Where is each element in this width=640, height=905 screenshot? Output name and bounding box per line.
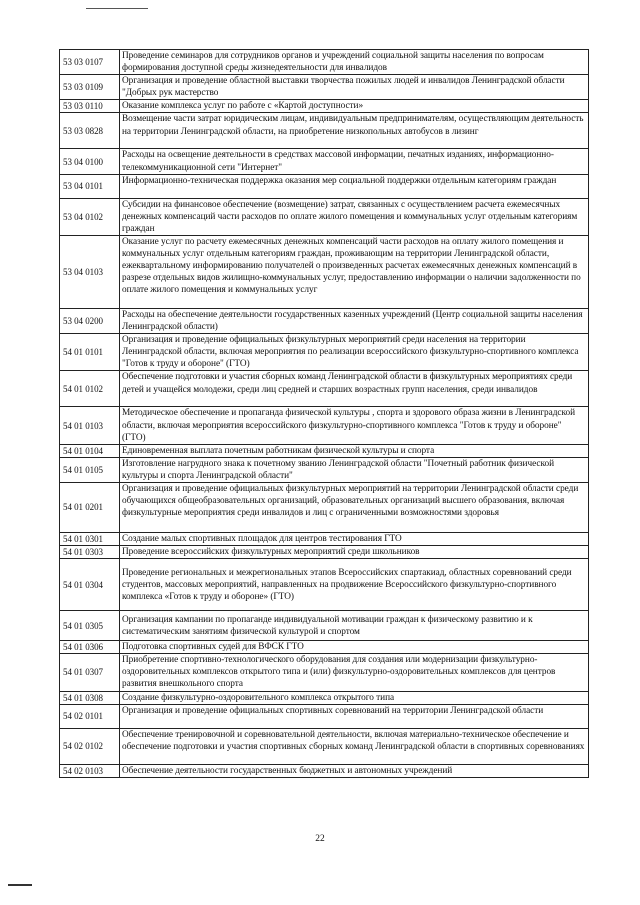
row-description: Организация и проведение официальных спортивных соревнований на территории Ленинградской области (120, 704, 589, 728)
row-code: 54 01 0102 (60, 371, 120, 407)
row-description: Обеспечение тренировочной и соревновательной деятельности, включая материально-техническое обеспечение и обеспечение подготовки и участия спортивных сборных команд Ленинградской области в спортивных соревнованиях (120, 728, 589, 764)
row-description: Расходы на освещение деятельности в средствах массовой информации, печатных изданиях, информационно-телекоммуникационной сети "Интернет" (120, 149, 589, 174)
table-row (60, 308, 589, 333)
row-description: Изготовление нагрудного знака к почетному званию Ленинградской области "Почетный работник физической культуры и спорта Ленинградской области" (120, 457, 589, 482)
row-code: 54 02 0101 (60, 704, 120, 728)
row-code: 54 01 0303 (60, 546, 120, 559)
table-row (60, 235, 589, 308)
table-row (60, 691, 589, 704)
table-row (60, 100, 589, 113)
row-code: 53 04 0103 (60, 235, 120, 308)
table-row (60, 728, 589, 764)
table-row (60, 444, 589, 457)
table-row (60, 50, 589, 75)
row-code: 54 01 0305 (60, 611, 120, 641)
row-description: Проведение всероссийских физкультурных мероприятий среди школьников (120, 546, 589, 559)
table-row (60, 371, 589, 407)
table-row (60, 482, 589, 532)
row-description: Организация и проведение официальных физкультурных мероприятий на территории Ленинградской области среди обучающихся общеобразовательных организаций, образовательных организаций высшего образования, включая физкультурные мероприятия среди инвалидов и лиц с ограниченными возможностями здоровья (120, 482, 589, 532)
page-number: 22 (315, 834, 325, 844)
row-description: Обеспечение подготовки и участия сборных команд Ленинградской области в физкультурных мероприятиях среди детей и учащейся молодежи, среди лиц средней и старших возрастных групп населения, среди инвалидов (120, 371, 589, 407)
row-description: Организация и проведение областной выставки творчества пожилых людей и инвалидов Ленинградской области "Добрых рук мастерство (120, 75, 589, 100)
row-code: 54 01 0308 (60, 691, 120, 704)
row-description: Подготовка спортивных судей для ВФСК ГТО (120, 641, 589, 654)
row-description: Информационно-техническая поддержка оказания мер социальной поддержки отдельным категориям граждан (120, 174, 589, 198)
row-code: 54 01 0104 (60, 444, 120, 457)
row-description: Создание физкультурно-оздоровительного комплекса открытого типа (120, 691, 589, 704)
row-code: 53 04 0101 (60, 174, 120, 198)
table-row (60, 334, 589, 371)
table-row (60, 559, 589, 611)
table-row (60, 704, 589, 728)
row-code: 53 03 0107 (60, 50, 120, 75)
row-code: 54 01 0103 (60, 407, 120, 444)
table-row (60, 174, 589, 198)
table-row (60, 75, 589, 100)
row-code: 54 02 0103 (60, 764, 120, 777)
row-description: Единовременная выплата почетным работникам физической культуры и спорта (120, 444, 589, 457)
row-code: 54 01 0307 (60, 654, 120, 691)
row-description: Оказание услуг по расчету ежемесячных денежных компенсаций части расходов на оплату жилого помещения и коммунальных услуг отдельным категориям граждан, проживающим на территории Ленинградской области, ежеквартальному информированию получателей о произведенных расчетах ежемесячных денежных компенсаций в разрезе отдельных видов жилищно-коммунальных услуг, предоставлению информации о наличии задолженности по оплате жилого помещения и коммунальных услуг (120, 235, 589, 308)
row-description: Возмещение части затрат юридическим лицам, индивидуальным предпринимателям, осуществляющим деятельность на территории Ленинградской области, на приобретение низкопольных автобусов в лизинг (120, 113, 589, 149)
row-description: Проведение региональных и межрегиональных этапов Всероссийских спартакиад, областных соревнований среди студентов, массовых мероприятий, направленных на продвижение Всероссийского физкультурно-спортивного комплекса «Готов к труду и обороне» (ГТО) (120, 559, 589, 611)
scan-artifact-mark (8, 884, 32, 886)
row-description: Приобретение спортивно-технологического оборудования для создания или модернизации физкультурно-оздоровительных комплексов открытого типа и (или) физкультурно-оздоровительных комплексов для центров развития внешкольного спорта (120, 654, 589, 691)
row-code: 53 04 0100 (60, 149, 120, 174)
row-description: Организация и проведение официальных физкультурных мероприятий среди населения на территории Ленинградской области, включая мероприятия по реализации всероссийского физкультурно-спортивного комплекса "Готов к труду и обороне" (ГТО) (120, 334, 589, 371)
row-description: Расходы на обеспечение деятельности государственных казенных учреждений (Центр социальной защиты населения Ленинградской области) (120, 308, 589, 333)
row-code: 54 01 0201 (60, 482, 120, 532)
table-row (60, 641, 589, 654)
row-description: Проведение семинаров для сотрудников органов и учреждений социальной защиты населения по вопросам формирования доступной среды жизнедеятельности для инвалидов (120, 50, 589, 75)
table-row (60, 198, 589, 235)
row-code: 53 03 0828 (60, 113, 120, 149)
table-row (60, 113, 589, 149)
table-row (60, 546, 589, 559)
table-row (60, 654, 589, 691)
table-row (60, 407, 589, 444)
row-code: 53 04 0102 (60, 198, 120, 235)
table-row (60, 532, 589, 545)
row-description: Организация кампании по пропаганде индивидуальной мотивации граждан к физическому развитию и к систематическим занятиям физической культурой и спортом (120, 611, 589, 641)
row-code: 54 01 0301 (60, 532, 120, 545)
table-row (60, 764, 589, 777)
row-code: 54 02 0102 (60, 728, 120, 764)
row-description: Создание малых спортивных площадок для центров тестирования ГТО (120, 532, 589, 545)
row-code: 54 01 0105 (60, 457, 120, 482)
row-code: 54 01 0306 (60, 641, 120, 654)
row-code: 53 04 0200 (60, 308, 120, 333)
row-description: Методическое обеспечение и пропаганда физической культуры , спорта и здорового образа жизни в Ленинградской области, включая мероприятия всероссийского физкультурно-спортивного комплекса "Готов к труду и обороне" (ГТО) (120, 407, 589, 444)
row-code: 54 01 0304 (60, 559, 120, 611)
scan-artifact-line (86, 8, 148, 9)
row-code: 53 03 0109 (60, 75, 120, 100)
row-code: 54 01 0101 (60, 334, 120, 371)
row-description: Обеспечение деятельности государственных бюджетных и автономных учреждений (120, 764, 589, 777)
budget-codes-table (59, 49, 589, 778)
row-code: 53 03 0110 (60, 100, 120, 113)
table-row (60, 611, 589, 641)
row-description: Субсидии на финансовое обеспечение (возмещение) затрат, связанных с осуществлением расчета ежемесячных денежных компенсаций части расходов по оплате жилого помещения и коммунальных услуг отдельным категориям граждан (120, 198, 589, 235)
row-description: Оказание комплекса услуг по работе с «Картой доступности» (120, 100, 589, 113)
table-row (60, 149, 589, 174)
table-row (60, 457, 589, 482)
